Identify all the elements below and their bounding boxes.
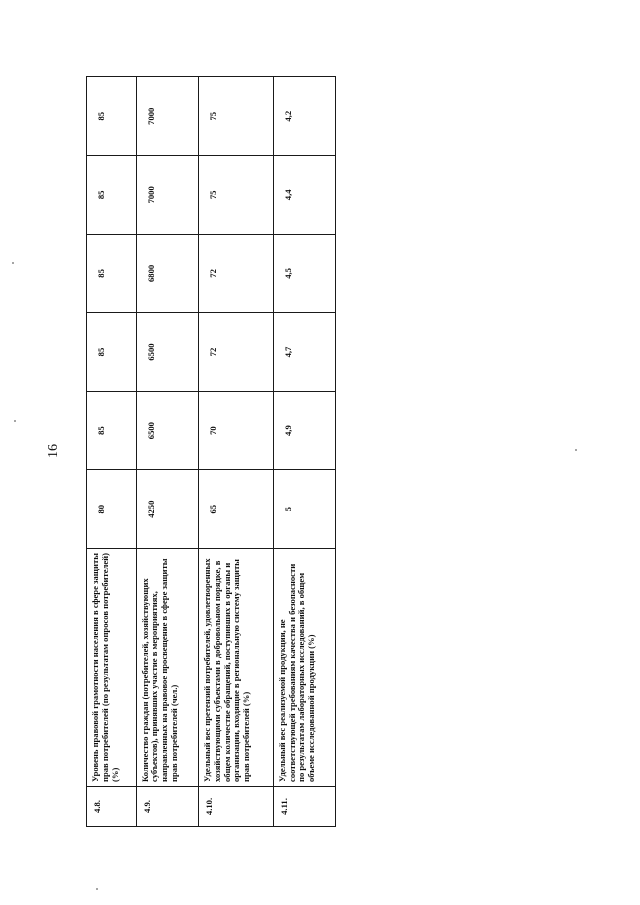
value-cell: 5 xyxy=(273,470,335,549)
value-cell: 75 xyxy=(198,77,273,156)
indicator-table-wrapper xyxy=(86,77,336,827)
value-cell: 4,2 xyxy=(273,77,335,156)
row-number: 4.11. xyxy=(273,787,335,827)
row-number: 4.10. xyxy=(198,787,273,827)
row-number: 4.8. xyxy=(87,787,137,827)
indicator-table xyxy=(86,76,336,827)
value-cell: 4250 xyxy=(136,470,198,549)
scan-speck xyxy=(14,420,16,422)
value-cell: 85 xyxy=(87,156,137,235)
value-cell: 70 xyxy=(198,391,273,470)
table-row xyxy=(136,77,198,827)
value-cell: 72 xyxy=(198,234,273,313)
scan-speck xyxy=(575,449,577,451)
value-cell: 4,7 xyxy=(273,313,335,392)
indicator-description: Удельный вес претензий потребителей, удовлетворенных хозяйствующими субъектами в добровольном порядке, в общем количестве обращений, поступивших в органы и организации, входящие в региональную систему защиты прав потребителей (%) xyxy=(198,549,273,787)
value-cell: 85 xyxy=(87,77,137,156)
value-cell: 75 xyxy=(198,156,273,235)
value-cell: 4,9 xyxy=(273,391,335,470)
table-row xyxy=(273,77,335,827)
value-cell: 4,4 xyxy=(273,156,335,235)
value-cell: 7000 xyxy=(136,77,198,156)
indicator-description: Удельный вес реализуемой продукции, не соответствующей требованиям качества и безопасности по результатам лабораторных исследований, в общем объеме исследованной продукции (%) xyxy=(273,549,335,787)
value-cell: 65 xyxy=(198,470,273,549)
table-row xyxy=(198,77,273,827)
value-cell: 72 xyxy=(198,313,273,392)
row-number: 4.9. xyxy=(136,787,198,827)
indicator-description: Количество граждан (потребителей, хозяйствующих субъектов), принявших участие в мероприятиях, направленных на правовое просвещение в сфере защиты прав потребителей (чел.) xyxy=(136,549,198,787)
page-number: 16 xyxy=(46,444,61,458)
value-cell: 85 xyxy=(87,234,137,313)
value-cell: 85 xyxy=(87,391,137,470)
value-cell: 7000 xyxy=(136,156,198,235)
value-cell: 85 xyxy=(87,313,137,392)
indicator-description: Уровень правовой грамотности населения в сфере защиты прав потребителей (по результатам опросов потребителей) (%) xyxy=(87,549,137,787)
value-cell: 80 xyxy=(87,470,137,549)
scan-speck xyxy=(96,888,98,890)
value-cell: 6500 xyxy=(136,313,198,392)
scan-speck xyxy=(12,262,14,264)
value-cell: 6500 xyxy=(136,391,198,470)
value-cell: 4,5 xyxy=(273,234,335,313)
value-cell: 6800 xyxy=(136,234,198,313)
table-row xyxy=(87,77,137,827)
